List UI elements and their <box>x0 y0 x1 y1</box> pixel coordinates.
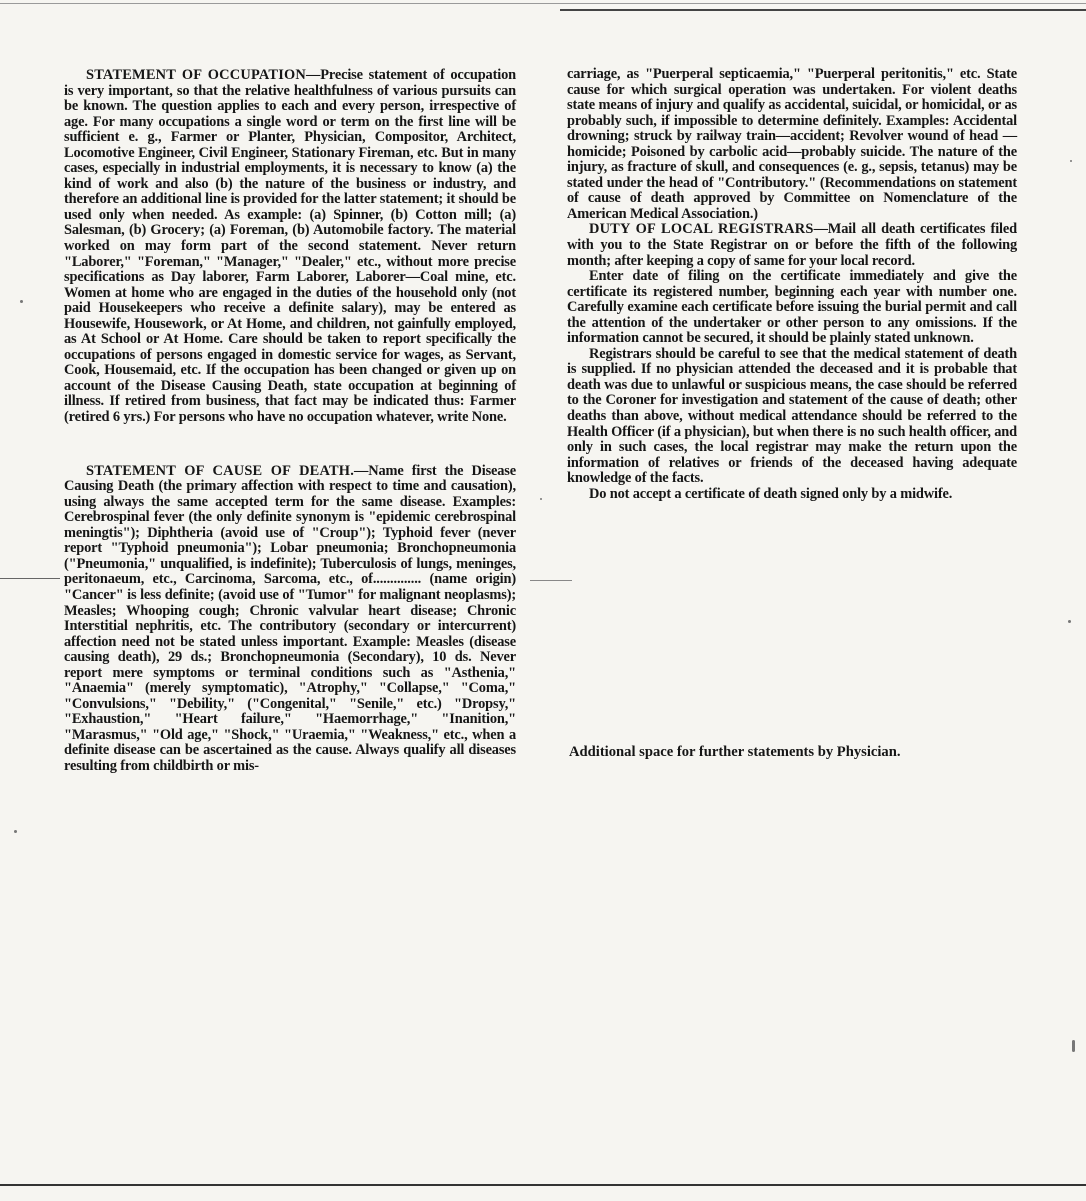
cause-of-death-body: —Name first the Disease Causing Death (the primary affection with respect to time and causation), using always the same accepted term for the same disease. Examples: Cerebrospinal fever (the only definite synonym is "epidemic cerebrospinal meningtis"); Diphtheria (avoid use of "Croup"); Typhoid fever (never report "Typhoid pneumonia"); Lobar pneumonia; Bronchopneumonia ("Pneumonia," unqualified, is indefinite); Tuberculosis of lungs, meninges, peritonaeum, etc., Carcinoma, Sarcoma, etc., of.............. (name origin) "Cancer" is less definite; (avoid use of "Tumor" for malignant neoplasms); Measles; Whooping cough; Chronic valvular heart disease; Chronic Interstitial nephritis, etc. The contributory (secondary or intercurrent) affection need not be stated unless important. Example: Measles (disease causing death), 29 ds.; Bronchopneumonia (Secondary), 10 ds. Never report mere symptoms or terminal conditions such as "Asthenia," "Anaemia" (merely symptomatic), "Atrophy," "Collapse," "Coma," "Convulsions," "Debility," ("Congenital," "Senile," etc.) "Dropsy," "Exhaustion," "Heart failure," "Haemorrhage," "Inanition," "Marasmus," "Old age," "Shock," "Uraemia," "Weakness," etc., when a definite disease can be ascertained as the cause. Always qualify all diseases resulting from childbirth or mis- <box>64 462 516 774</box>
left-margin-mark <box>0 578 60 579</box>
registrars-paragraph <box>567 222 1017 269</box>
scan-speck <box>1070 160 1072 162</box>
center-margin-mark <box>530 580 572 581</box>
scan-speck <box>20 300 23 303</box>
registrars-heading: DUTY OF LOCAL REGISTRARS <box>589 221 814 238</box>
bottom-border-rule <box>0 1184 1086 1186</box>
filing-paragraph: Enter date of filing on the certificate immediately and give the certificate its registered number, beginning each year with number one. Carefully examine each certificate before issuing the burial permit and call the attention of the undertaker or other person to any omissions. If the information cannot be secured, it should be plainly stated unknown. <box>567 268 1017 347</box>
scan-speck <box>1072 1040 1075 1052</box>
scan-speck <box>14 830 17 833</box>
cause-of-death-heading: STATEMENT OF CAUSE OF DEATH. <box>86 462 354 479</box>
registrars-body: —Mail all death certificates filed with you to the State Registrar on or before the fifth of the following month; after keeping a copy of same for your local record. <box>567 221 1017 269</box>
cause-of-death-paragraph <box>64 464 516 775</box>
medical-statement-paragraph: Registrars should be careful to see that the medical statement of death is supplied. If no physician attended the deceased and it is probable that death was due to unlawful or suspicious means, the case should be referred to the Coroner for investigation and statement of the cause of death; other deaths than above, without medical attendance should be referred to the Health Officer (if a physician), but when there is no such health officer, and only in such cases, the local registrar may make the return upon the information of relatives or friends of the deceased having adequate knowledge of the facts. <box>567 345 1017 487</box>
scan-speck <box>1068 620 1071 623</box>
cause-continued-paragraph: carriage, as "Puerperal septicaemia," "Puerperal peritonitis," etc. State cause for which surgical operation was undertaken. For violent deaths state means of injury and qualify as accidental, suicidal, or homicidal, or as probably such, if impossible to determine definitely. Examples: Accidental drowning; struck by railway train—accident; Revolver wound of head —homicide; Poisoned by carbolic acid—probably suicide. The nature of the injury, as fracture of skull, and consequences (e. g., sepsis, tetanus) may be stated under the head of "Contributory." (Recommendations on statement of cause of death approved by Committee on Nomenclature of the American Medical Association.) <box>567 66 1017 222</box>
occupation-body: —Precise statement of occupation is very important, so that the relative healthfulness of various pursuits can be known. The question applies to each and every person, irrespective of age. For many occupations a single word or term on the first line will be sufficient e. g., Farmer or Planter, Physician, Compositor, Architect, Locomotive Engineer, Civil Engineer, Stationary Fireman, etc. But in many cases, especially in industrial employments, it is necessary to know (a) the kind of work and also (b) the nature of the business or industry, and therefore an additional line is provided for the latter statement; it should be used only when needed. As example: (a) Spinner, (b) Cotton mill; (a) Salesman, (b) Grocery; (a) Foreman, (b) Automobile factory. The material worked on may form part of the second statement. Never return "Laborer," "Foreman," "Manager," "Dealer," etc., without more precise specifications as Day laborer, Farm Laborer, Laborer—Coal mine, etc. Women at home who are engaged in the duties of the household only (not paid Housekeepers who receive a definite salary), may be entered as Housewife, Housework, or At Home, and children, not gainfully employed, as At School or At Home. Care should be taken to report specifically the occupations of persons engaged in domestic service for wages, as Servant, Cook, Housemaid, etc. If the occupation has been changed or given up on account of the Disease Causing Death, state occupation at beginning of illness. If retired from business, that fact may be indicated thus: Farmer (retired 6 yrs.) For persons who have no occupation whatever, write None. <box>64 67 516 426</box>
top-right-border-rule <box>560 9 1086 11</box>
additional-space-label: Additional space for further statements by Physician. <box>569 744 901 760</box>
midwife-paragraph: Do not accept a certificate of death signed only by a midwife. <box>589 485 953 502</box>
scan-speck <box>540 498 542 500</box>
right-text-column <box>567 67 1017 502</box>
top-border-rule <box>0 3 1086 4</box>
occupation-heading: STATEMENT OF OCCUPATION <box>86 67 306 83</box>
left-text-column <box>64 68 516 775</box>
occupation-paragraph <box>64 68 516 426</box>
